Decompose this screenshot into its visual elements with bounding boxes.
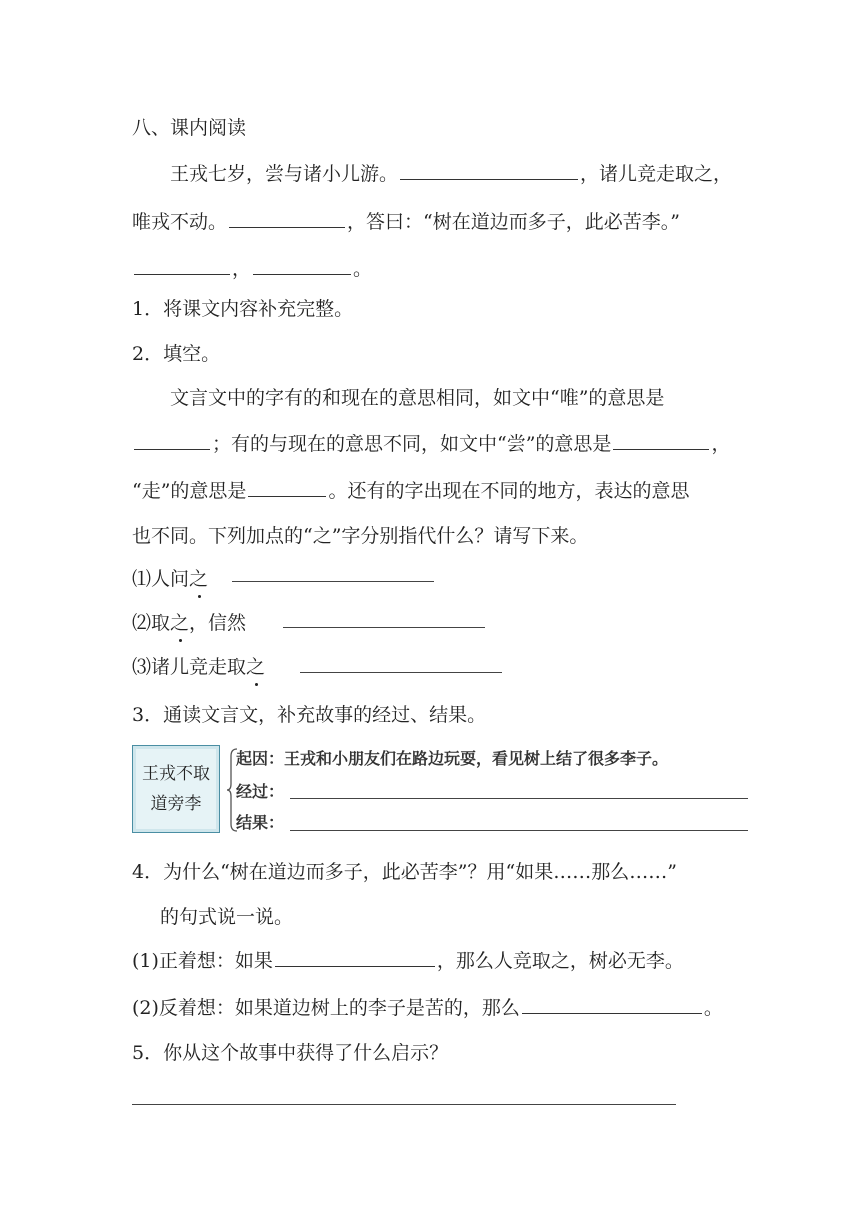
passage-blank-3[interactable]	[134, 258, 230, 275]
question-4-line-1: 4．为什么“树在道边而多子，此必苦李”？用“如果……那么……”	[132, 861, 677, 883]
q2-item-3-answer-line[interactable]	[300, 672, 502, 673]
q4-blank-1[interactable]	[275, 950, 435, 967]
dotted-char: 之	[189, 568, 209, 590]
q2-blank-1[interactable]	[134, 433, 210, 450]
q2-item-2: ⑵取之，信然	[132, 612, 247, 634]
q4-part-2: (2)反着想：如果道边树上的李子是苦的，那么 。	[132, 997, 723, 1019]
q2-item-2-answer-line[interactable]	[283, 627, 485, 628]
story-cause: 起因：王戎和小朋友们在路边玩耍，看见树上结了很多李子。	[236, 749, 669, 768]
q2-item-1-answer-line[interactable]	[232, 581, 434, 582]
passage-line-1: 王戎七岁，尝与诸小儿游。 ，诸儿竞走取之，	[170, 163, 733, 185]
q2-blank-2[interactable]	[613, 433, 709, 450]
story-result-answer-line[interactable]	[290, 830, 748, 831]
question-1: 1．将课文内容补充完整。	[132, 298, 354, 320]
q2-item-1: ⑴人问之	[132, 568, 209, 590]
q2-line-3: “走”的意思是 。还有的字出现在不同的地方，表达的意思	[132, 480, 690, 502]
question-5: 5．你从这个故事中获得了什么启示？	[132, 1042, 449, 1064]
passage-line-3: ， 。	[132, 257, 372, 281]
story-title-line-2: 道旁李	[150, 794, 202, 814]
passage-line-2: 唯戎不动。 ，答曰：“树在道边而多子，此必苦李。”	[132, 211, 680, 233]
passage-blank-1[interactable]	[400, 163, 578, 180]
q4-blank-2[interactable]	[522, 997, 702, 1014]
passage-blank-4[interactable]	[253, 258, 351, 275]
story-process-label: 经过：	[236, 782, 285, 801]
q2-line-4: 也不同。下列加点的“之”字分别指代什么？请写下来。	[132, 525, 589, 547]
dotted-char: 之	[170, 612, 190, 634]
q2-line-1: 文言文中的字有的和现在的意思相同，如文中“唯”的意思是	[170, 387, 665, 409]
question-2-title: 2．填空。	[132, 343, 221, 365]
dotted-char: 之	[246, 656, 266, 678]
q5-answer-line[interactable]	[132, 1104, 676, 1105]
question-4-line-2: 的句式说一说。	[160, 906, 294, 928]
q2-item-3: ⑶诸儿竞走取之	[132, 656, 266, 678]
story-title-line-1: 王戎不取	[142, 764, 210, 784]
passage-blank-2[interactable]	[229, 211, 345, 228]
q4-part-1: (1)正着想：如果 ，那么人竞取之，树必无李。	[132, 950, 684, 972]
story-title-box	[132, 745, 220, 833]
q2-blank-3[interactable]	[248, 480, 326, 497]
question-3-title: 3．通读文言文，补充故事的经过、结果。	[132, 704, 487, 726]
story-process-answer-line[interactable]	[290, 798, 748, 799]
story-result-label: 结果：	[236, 813, 285, 832]
section-title: 八、课内阅读	[132, 117, 247, 139]
q2-line-2: ；有的与现在的意思不同，如文中“尝”的意思是 ，	[132, 432, 730, 456]
